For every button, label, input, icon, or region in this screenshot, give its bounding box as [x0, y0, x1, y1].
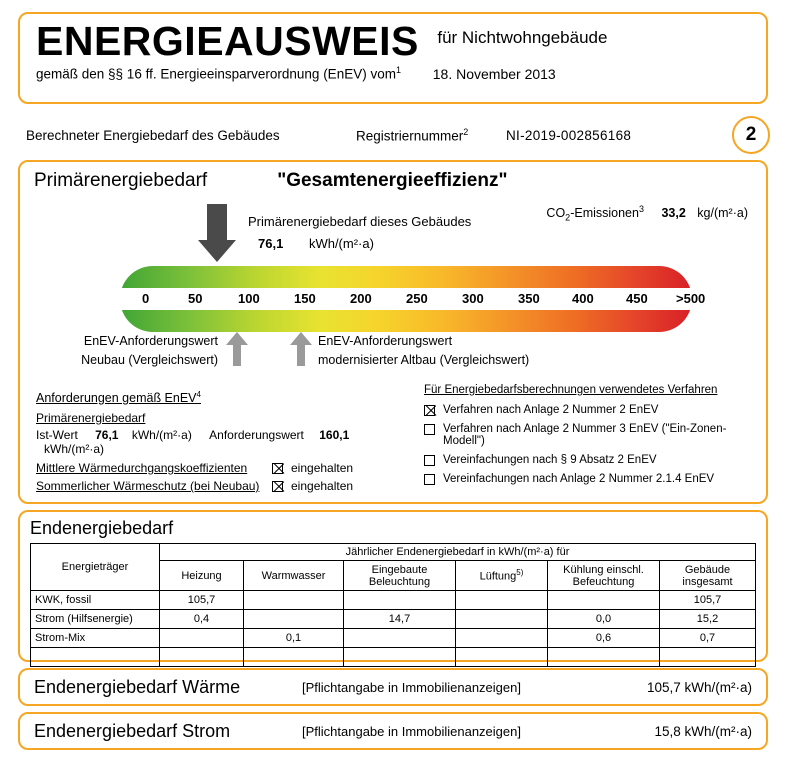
row-0-lueftung	[456, 591, 548, 610]
table-row	[31, 648, 756, 667]
reference-modernized-label	[318, 332, 529, 370]
co2-value: 33,2	[661, 206, 686, 221]
ist-wert-label: Ist-Wert	[36, 428, 78, 443]
building-demand-label: Primärenergiebedarf dieses Gebäudes	[248, 214, 472, 229]
summer-heat-checkbox[interactable]	[272, 481, 283, 492]
table-header-group-row	[31, 544, 756, 561]
scale-tick-350: 350	[518, 291, 540, 306]
procedure-3-label: Vereinfachungen nach § 9 Absatz 2 EnEV	[443, 454, 657, 466]
footnote-marker-1: 1	[395, 65, 401, 76]
row-3-heizung	[160, 648, 244, 667]
document-header	[18, 12, 768, 104]
calculation-procedures-block	[424, 384, 744, 492]
registration-number-label: Registriernummer$^2$	[356, 126, 469, 144]
row-1-beleuchtung: 14,7	[344, 610, 456, 629]
regulation-date: 18. November 2013	[432, 65, 556, 82]
row-2-kuehlung: 0,6	[548, 629, 660, 648]
ist-wert-value: 76,1	[95, 428, 119, 443]
reference-modernized-line2: modernisierter Altbau (Vergleichswert)	[318, 352, 530, 367]
co2-subscript: 2	[565, 212, 571, 223]
overall-efficiency-title: "Gesamtenergieeffizienz"	[277, 170, 508, 191]
row-0-gesamt: 105,7	[660, 591, 756, 610]
procedure-3-checkbox[interactable]	[424, 455, 435, 466]
row-2-gesamt: 0,7	[660, 629, 756, 648]
scale-tick-150: 150	[294, 291, 316, 306]
row-3-warmwasser	[244, 648, 344, 667]
calculated-demand-label: Berechneter Energiebedarf des Gebäudes	[26, 127, 280, 143]
col-header-kuehlung: Kühlung einschl. Befeuchtung	[548, 561, 660, 591]
footnote-marker-2: 2	[463, 126, 469, 137]
table-row	[31, 591, 756, 610]
primary-energy-section	[18, 160, 768, 504]
mandatory-heat-row	[18, 668, 768, 706]
scale-tick-200: 200	[350, 291, 372, 306]
requirement-row-summer-heat	[36, 479, 408, 493]
row-1-heizung: 0,4	[160, 610, 244, 629]
row-2-beleuchtung	[344, 629, 456, 648]
table-row	[31, 629, 756, 648]
building-demand-value-row	[258, 236, 374, 251]
building-demand-unit: kWh/(m²·a)	[308, 236, 374, 251]
requirement-row-u-values	[36, 461, 408, 475]
primary-energy-title: Primärenergiebedarf	[34, 170, 208, 191]
procedure-1-label: Verfahren nach Anlage 2 Nummer 2 EnEV	[443, 404, 659, 416]
row-1-warmwasser	[244, 610, 344, 629]
mandatory-power-label: Endenergiebedarf Strom	[34, 720, 231, 741]
procedure-option-3[interactable]	[424, 454, 744, 466]
procedures-heading: Für Energiebedarfsberechnungen verwendetes Verfahren	[424, 384, 718, 396]
procedure-2-label: Verfahren nach Anlage 2 Nummer 3 EnEV ("Ein-Zonen-Modell")	[443, 423, 727, 447]
registration-number-value: NI-2019-002856168	[506, 127, 632, 143]
row-1-carrier: Strom (Hilfsenergie)	[31, 610, 160, 629]
u-values-checkbox[interactable]	[272, 463, 283, 474]
co2-unit: kg/(m²·a)	[697, 206, 748, 221]
scale-tick-50: 50	[188, 291, 203, 306]
mandatory-power-row	[18, 712, 768, 750]
col-header-group: Jährlicher Endenergiebedarf in kWh/(m²·a) für	[160, 544, 756, 561]
col-header-warmwasser: Warmwasser	[244, 561, 344, 591]
requirements-subheading: Primärenergiebedarf	[36, 411, 146, 426]
mandatory-heat-value: 105,7 kWh/(m²·a)	[646, 679, 752, 695]
procedure-4-label: Vereinfachungen nach Anlage 2 Nummer 2.1.4 EnEV	[443, 473, 715, 485]
scale-tick-labels	[120, 288, 706, 310]
table-row	[31, 610, 756, 629]
procedure-4-checkbox[interactable]	[424, 474, 435, 485]
final-energy-section	[18, 510, 768, 662]
row-3-beleuchtung	[344, 648, 456, 667]
row-3-lueftung	[456, 648, 548, 667]
row-0-kuehlung	[548, 591, 660, 610]
procedure-option-1[interactable]	[424, 404, 744, 416]
mandatory-heat-label: Endenergiebedarf Wärme	[34, 676, 241, 697]
reference-new-building-arrow-icon	[226, 332, 248, 366]
requirements-heading: Anforderungen gemäß EnEV$^4$	[36, 390, 201, 406]
col-header-energietraeger: Energieträger	[31, 544, 160, 591]
row-0-heizung: 105,7	[160, 591, 244, 610]
primary-energy-heading-row	[34, 170, 752, 192]
row-0-beleuchtung	[344, 591, 456, 610]
mandatory-power-note: [Pflichtangabe in Immobilienanzeigen]	[302, 723, 521, 739]
summer-heat-status: eingehalten	[291, 479, 354, 494]
footnote-marker-3: 3	[638, 204, 644, 214]
footnote-marker-5: 5)	[516, 568, 524, 578]
col-header-beleuchtung: Eingebaute Beleuchtung	[344, 561, 456, 591]
energy-efficiency-scale	[120, 266, 706, 332]
anforderungswert-label: Anforderungswert	[209, 428, 304, 443]
col-header-heizung: Heizung	[160, 561, 244, 591]
mandatory-power-value: 15,8 kWh/(m²·a)	[654, 723, 752, 739]
scale-tick-250: 250	[406, 291, 428, 306]
page-number-badge: 2	[732, 116, 770, 154]
row-3-kuehlung	[548, 648, 660, 667]
row-3-carrier	[31, 648, 160, 667]
building-demand-arrow-icon	[198, 204, 236, 262]
co2-label: CO	[546, 206, 566, 221]
row-1-kuehlung: 0,0	[548, 610, 660, 629]
document-subtitle: für Nichtwohngebäude	[437, 28, 608, 47]
scale-tick-100: 100	[238, 291, 260, 306]
procedure-1-checkbox[interactable]	[424, 405, 435, 416]
row-2-warmwasser: 0,1	[244, 629, 344, 648]
row-2-carrier: Strom-Mix	[31, 629, 160, 648]
summer-heat-label: Sommerlicher Wärmeschutz (bei Neubau)	[36, 479, 260, 494]
anforderungswert-unit: kWh/(m²·a)	[44, 442, 104, 457]
ist-wert-unit: kWh/(m²·a)	[131, 428, 192, 443]
row-2-heizung	[160, 629, 244, 648]
row-3-gesamt	[660, 648, 756, 667]
row-0-carrier: KWK, fossil	[31, 591, 160, 610]
col-header-lueftung: Lüftung$^{5)}$	[456, 561, 548, 591]
scale-tick-500plus: >500	[676, 291, 706, 306]
scale-tick-450: 450	[626, 291, 648, 306]
legal-basis-line	[36, 65, 750, 82]
u-values-status: eingehalten	[291, 461, 354, 476]
reference-new-building-line2: Neubau (Vergleichswert)	[81, 352, 218, 367]
anforderungswert-value: 160,1	[319, 428, 350, 443]
footnote-marker-4: 4	[196, 390, 201, 399]
legal-basis-text: gemäß den §§ 16 ff. Energieeinsparverordnung (EnEV) vom	[36, 66, 396, 82]
reference-modernized-line1: EnEV-Anforderungswert	[318, 334, 453, 348]
final-energy-title: Endenergiebedarf	[30, 518, 174, 538]
row-0-warmwasser	[244, 591, 344, 610]
row-2-lueftung	[456, 629, 548, 648]
mandatory-heat-note: [Pflichtangabe in Immobilienanzeigen]	[302, 679, 521, 695]
building-demand-value: 76,1	[258, 236, 284, 251]
procedure-option-2[interactable]	[424, 423, 744, 447]
scale-tick-0: 0	[142, 291, 150, 306]
row-1-gesamt: 15,2	[660, 610, 756, 629]
table-body	[31, 591, 756, 667]
title-row	[36, 20, 750, 63]
requirements-values-row	[36, 428, 408, 456]
co2-emissions	[546, 204, 748, 223]
reference-new-building-line1: EnEV-Anforderungswert	[83, 334, 218, 348]
co2-label-rest: -Emissionen	[570, 206, 639, 221]
page-title: ENERGIEAUSWEIS	[36, 18, 419, 64]
scale-tick-400: 400	[572, 291, 594, 306]
col-header-gesamt: Gebäude insgesamt	[660, 561, 756, 591]
scale-tick-300: 300	[462, 291, 484, 306]
enev-requirements-block	[36, 390, 408, 497]
u-values-label: Mittlere Wärmedurchgangskoeffizienten	[36, 461, 248, 476]
registration-row	[26, 118, 782, 152]
reference-new-building-label	[68, 332, 218, 370]
row-1-lueftung	[456, 610, 548, 629]
procedure-option-4[interactable]	[424, 473, 744, 485]
final-energy-table	[30, 543, 756, 667]
reference-modernized-arrow-icon	[290, 332, 312, 366]
procedure-2-checkbox[interactable]	[424, 424, 435, 435]
